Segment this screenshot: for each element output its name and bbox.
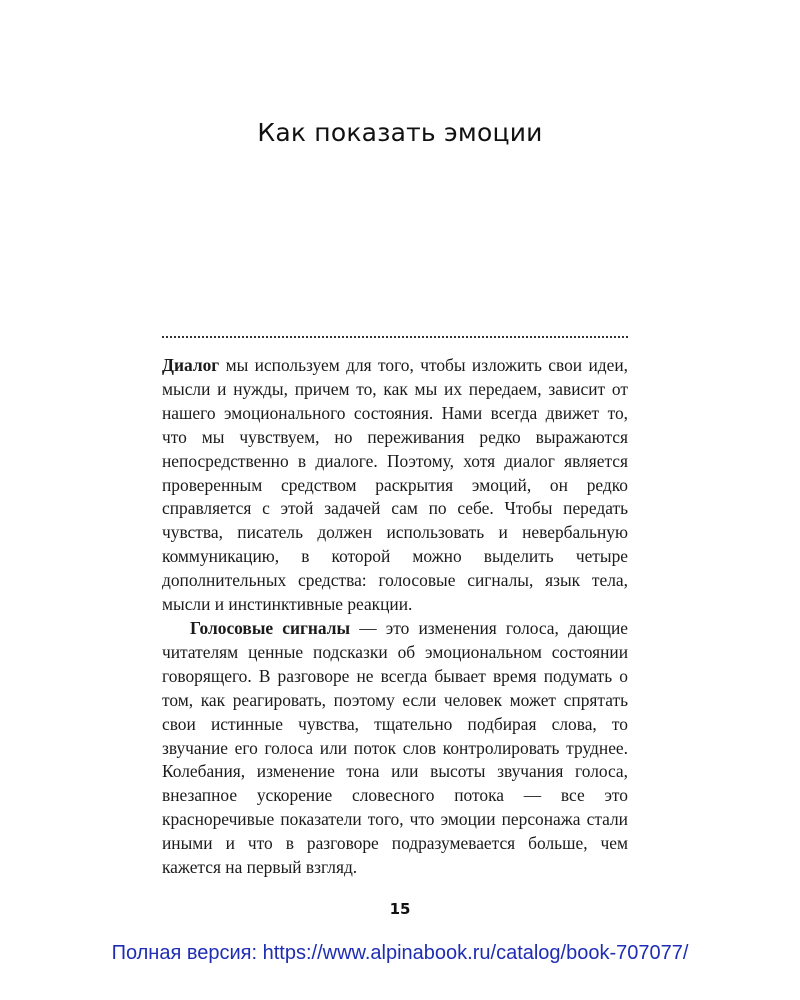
page-number: 15 xyxy=(389,900,411,918)
chapter-title: Как показать эмоции xyxy=(257,118,543,147)
term-voice-signals: Голосовые сигналы xyxy=(190,617,351,638)
paragraph-voice-signals-text: — это изменения голоса, дающие читателям ценные подсказки об эмоциональном состоянии говорящего. В разговоре не всегда бывает время подумать о том, как реагировать, поэтому если человек может спрятать свои истинные чувства, тщательно подбирая слова, то звучание его голоса или поток слов контролировать труднее. Колебания, изменение тона или высоты звучания голоса, внезапное ускорение словесного потока — все это красноречивые показатели того, что эмоции персонажа стали иными и что в разговоре подразумевается больше, чем кажется на первый взгляд. xyxy=(162,617,628,878)
full-version-link[interactable]: Полная версия: https://www.alpinabook.ru/catalog/book-707077/ xyxy=(111,942,689,964)
dotted-divider xyxy=(162,336,628,338)
body-text xyxy=(162,354,628,880)
full-version-link-container xyxy=(0,942,800,965)
term-dialog: Диалог xyxy=(162,355,220,375)
paragraph-voice-signals xyxy=(162,617,628,880)
paragraph-dialog-text: мы используем для того, чтобы изложить свои идеи, мысли и нужды, причем то, как мы их передаем, зависит от нашего эмоционального состояния. Нами всегда движет то, что мы чувствуем, но переживания редко выражаются непосредственно в диалоге. Поэтому, хотя диалог является проверенным средством раскрытия эмоций, он редко справляется с этой задачей сам по себе. Чтобы передать чувства, писатель должен использовать и невербальную коммуникацию, в которой можно выделить четыре дополнительных средства: голосовые сигналы, язык тела, мысли и инстинктивные реакции. xyxy=(162,355,628,615)
paragraph-dialog xyxy=(162,354,628,617)
